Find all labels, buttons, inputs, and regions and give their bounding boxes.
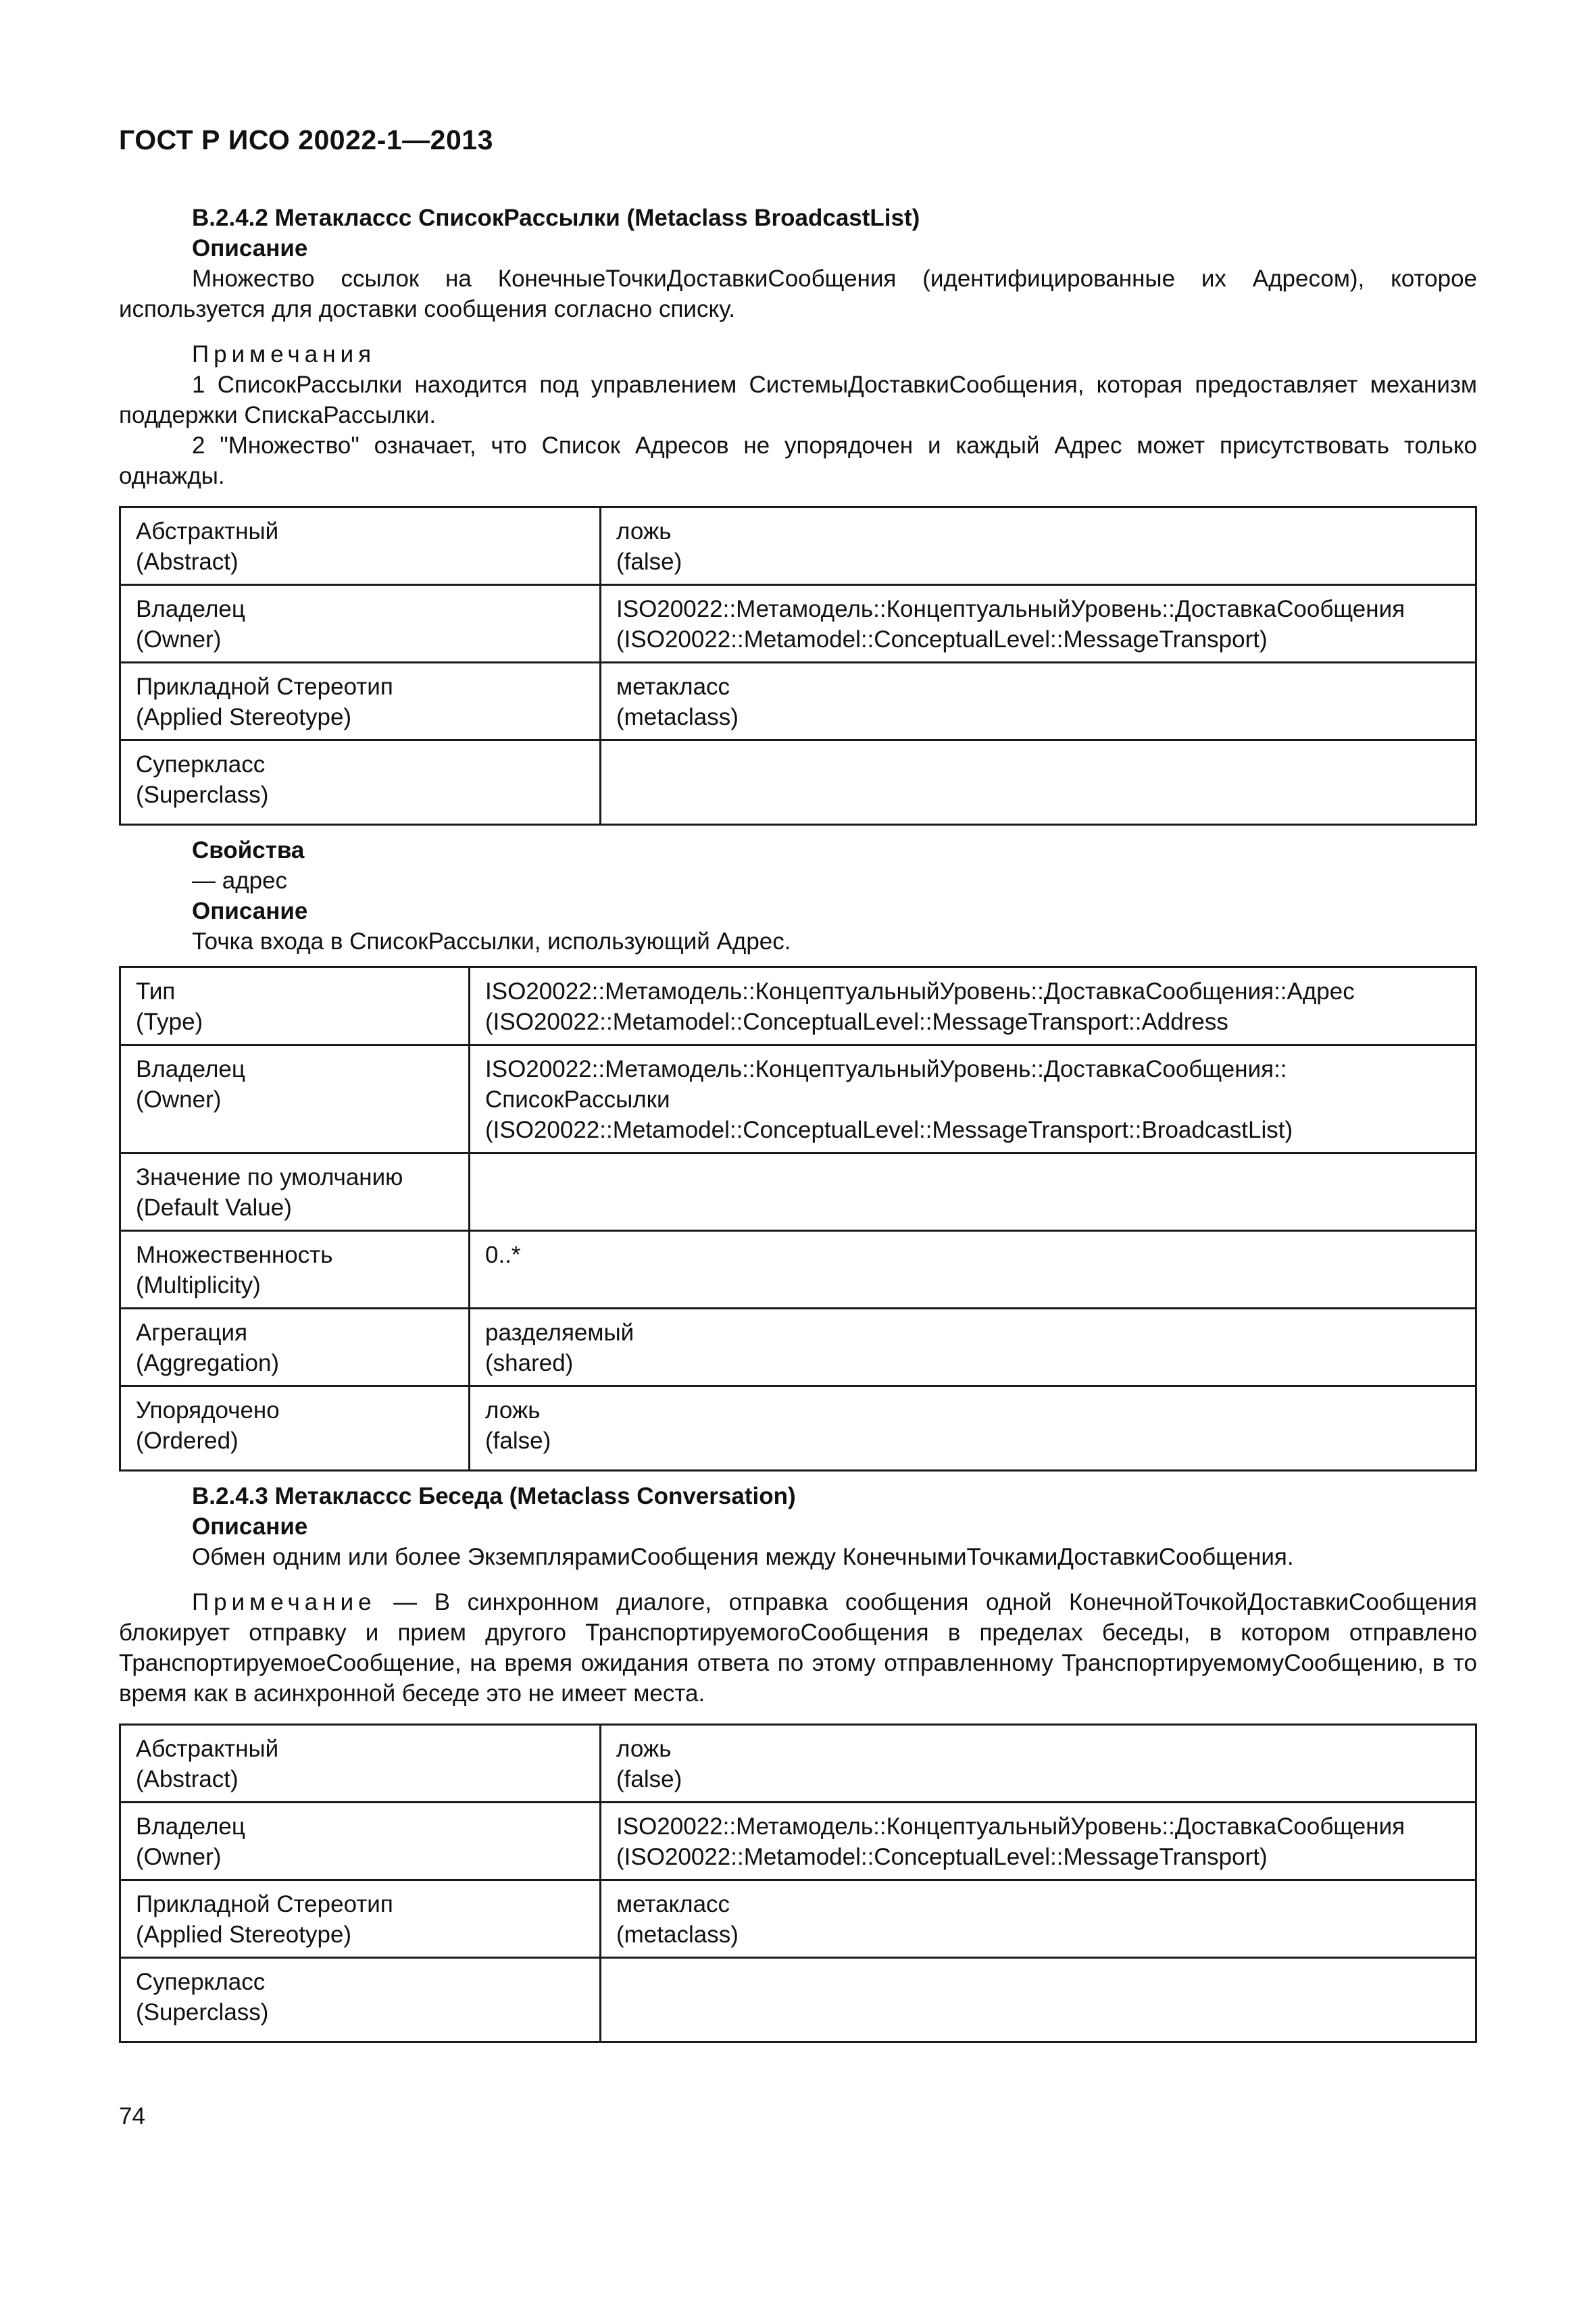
section-heading: B.2.4.3 Метаклассс Беседа (Metaclass Conversation) <box>192 1483 796 1509</box>
metaclass-properties-table <box>119 506 1477 826</box>
table-cell-key: Множественность (Multiplicity) <box>120 1231 470 1309</box>
table-row <box>120 585 1476 663</box>
table-cell-key: Прикладной Стереотип (Applied Stereotype) <box>120 663 601 740</box>
note-text: — В синхронном диалоге, отправка сообщения одной КонечнойТочкойДоставкиСообщения блокирует отправку и прием другого ТранспортируемогоСообщения в пределах беседы, в котором отправлено ТранспортируемоеСообщение, на время ожидания ответа по этому отправленному ТранспортируемомуСообщению, в то время как в асинхронной беседе это не имеет места. <box>119 1589 1477 1707</box>
table-cell-key: Упорядочено (Ordered) <box>120 1386 470 1471</box>
table-cell-value: ISO20022::Метамодель::КонцептуальныйУровень::ДоставкаСообщения (ISO20022::Metamodel::ConceptualLevel::MessageTransport) <box>601 585 1476 663</box>
table-cell-key: Суперкласс (Superclass) <box>120 740 601 825</box>
description-text: Множество ссылок на КонечныеТочкиДоставкиСообщения (идентифицированные их Адресом), которое используется для доставки сообщения согласно списку. <box>119 266 1477 322</box>
table-row <box>120 507 1476 585</box>
table-cell-key: Прикладной Стереотип (Applied Stereotype) <box>120 1880 601 1958</box>
table-row <box>120 1386 1476 1471</box>
table-cell-value: ложь (false) <box>470 1386 1476 1471</box>
table-row <box>120 1153 1476 1231</box>
table-row <box>120 1803 1476 1880</box>
property-details-table <box>119 966 1477 1472</box>
description-text: Обмен одним или более ЭкземплярамиСообщения между КонечнымиТочкамиДоставкиСообщения. <box>192 1544 1294 1570</box>
document-header: ГОСТ Р ИСО 20022-1—2013 <box>119 124 493 155</box>
note-text: 1 СписокРассылки находится под управлением СистемыДоставкиСообщения, которая предоставляет механизм поддержки СпискаРассылки. <box>119 372 1477 428</box>
table-row <box>120 1309 1476 1386</box>
table-cell-value: ложь (false) <box>601 507 1476 585</box>
table-cell-value: ISO20022::Метамодель::КонцептуальныйУровень::ДоставкаСообщения::Адрес (ISO20022::Metamodel::ConceptualLevel::MessageTransport::Address <box>470 967 1476 1045</box>
table-cell-value <box>601 740 1476 825</box>
table-row <box>120 663 1476 740</box>
table-row <box>120 967 1476 1045</box>
property-description-text: Точка входа в СписокРассылки, использующий Адрес. <box>192 928 791 955</box>
table-cell-key: Агрегация (Aggregation) <box>120 1309 470 1386</box>
table-row <box>120 1725 1476 1803</box>
table-row <box>120 1231 1476 1309</box>
page-content <box>119 203 1477 2043</box>
property-description-label: Описание <box>192 898 308 924</box>
table-cell-value: метакласс (metaclass) <box>601 663 1476 740</box>
table-cell-value: метакласс (metaclass) <box>601 1880 1476 1958</box>
table-cell-value: 0..* <box>470 1231 1476 1309</box>
table-cell-value: разделяемый (shared) <box>470 1309 1476 1386</box>
property-name: — адрес <box>192 867 288 894</box>
table-row <box>120 1958 1476 2042</box>
page-number: 74 <box>119 2103 145 2130</box>
table-row <box>120 740 1476 825</box>
table-cell-value: ложь (false) <box>601 1725 1476 1803</box>
table-cell-key: Владелец (Owner) <box>120 1803 601 1880</box>
table-cell-key: Владелец (Owner) <box>120 1045 470 1153</box>
table-cell-key: Абстрактный (Abstract) <box>120 1725 601 1803</box>
table-row <box>120 1045 1476 1153</box>
table-cell-key: Владелец (Owner) <box>120 585 601 663</box>
table-cell-value: ISO20022::Метамодель::КонцептуальныйУровень::ДоставкаСообщения (ISO20022::Metamodel::ConceptualLevel::MessageTransport) <box>601 1803 1476 1880</box>
table-cell-key: Тип (Type) <box>120 967 470 1045</box>
note-label: Примечание <box>192 1589 376 1615</box>
table-row <box>120 1880 1476 1958</box>
properties-label: Свойства <box>192 837 305 863</box>
table-cell-key: Значение по умолчанию (Default Value) <box>120 1153 470 1231</box>
description-label: Описание <box>192 235 308 261</box>
description-label: Описание <box>192 1513 308 1540</box>
table-cell-value: ISO20022::Метамодель::КонцептуальныйУровень::ДоставкаСообщения:: СписокРассылки (ISO20022::Metamodel::ConceptualLevel::MessageTransport::BroadcastList) <box>470 1045 1476 1153</box>
note-text: 2 "Множество" означает, что Список Адресов не упорядочен и каждый Адрес может присутствовать только однажды. <box>119 432 1477 489</box>
table-cell-value <box>601 1958 1476 2042</box>
note-paragraph <box>119 1587 1477 1709</box>
table-cell-value <box>470 1153 1476 1231</box>
table-cell-key: Абстрактный (Abstract) <box>120 507 601 585</box>
metaclass-properties-table <box>119 1724 1477 2043</box>
table-cell-key: Суперкласс (Superclass) <box>120 1958 601 2042</box>
section-heading: B.2.4.2 Метаклассс СписокРассылки (Metaclass BroadcastList) <box>192 205 920 231</box>
notes-label: Примечания <box>192 341 376 368</box>
